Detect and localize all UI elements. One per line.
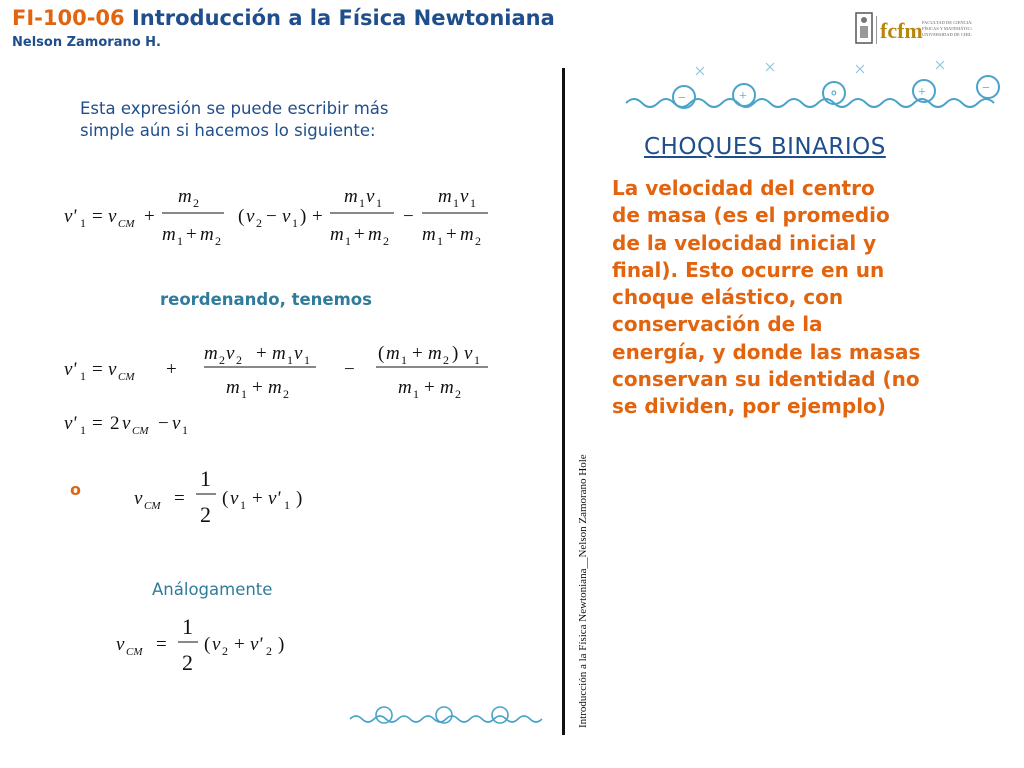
svg-text:v: v (108, 206, 117, 227)
vertical-caption (572, 440, 592, 730)
svg-text:+: + (739, 89, 747, 104)
svg-text:m: m (368, 224, 382, 245)
svg-text:v: v (460, 186, 469, 207)
svg-text:m: m (272, 343, 286, 364)
equation-5 (112, 612, 332, 682)
svg-text:CM: CM (118, 218, 135, 230)
svg-text:1: 1 (182, 423, 188, 437)
svg-text:): ) (452, 343, 459, 364)
svg-text:m: m (440, 377, 454, 398)
svg-text:1: 1 (453, 196, 459, 210)
svg-text:−: − (678, 91, 686, 106)
svg-text:m: m (344, 186, 358, 207)
explanation-line-7: energía, y donde las masas (612, 339, 921, 364)
section-title: CHOQUES BINARIOS (644, 134, 886, 160)
svg-text:−: − (158, 413, 169, 434)
svg-text:=: = (92, 413, 103, 434)
svg-text:2: 2 (283, 387, 289, 401)
explanation-line-2: de masa (es el promedio (612, 203, 890, 228)
equation-2 (60, 335, 510, 409)
svg-text:2: 2 (455, 387, 461, 401)
explanation-line-5: choque elástico, con (612, 285, 844, 310)
svg-text:(: ( (222, 488, 229, 509)
svg-text:m: m (386, 343, 400, 364)
svg-text:+: + (252, 377, 263, 398)
svg-text:m: m (226, 377, 240, 398)
svg-text:1: 1 (292, 216, 298, 230)
svg-text:v: v (366, 186, 375, 207)
svg-text:1: 1 (80, 369, 86, 383)
svg-text:m: m (438, 186, 452, 207)
svg-text:m: m (398, 377, 412, 398)
svg-text:v: v (108, 359, 117, 380)
svg-text:v: v (464, 343, 473, 364)
logo-sub-3: UNIVERSIDAD DE CHILE (922, 32, 972, 37)
svg-text:+: + (252, 488, 263, 509)
svg-text:+: + (186, 224, 197, 245)
logo-text: fcfm (880, 18, 923, 43)
svg-text:2: 2 (475, 234, 481, 248)
svg-text:m: m (330, 224, 344, 245)
svg-text:): ) (296, 488, 303, 509)
svg-text:⚬: ⚬ (828, 87, 840, 102)
svg-text:=: = (92, 359, 103, 380)
svg-text:2: 2 (200, 502, 211, 527)
intro-text (80, 98, 500, 142)
svg-text:m: m (178, 186, 192, 207)
svg-text:m: m (200, 224, 214, 245)
svg-text:CM: CM (132, 425, 149, 437)
svg-text:m: m (268, 377, 282, 398)
svg-text:2: 2 (110, 413, 120, 434)
svg-text:2: 2 (443, 353, 449, 367)
svg-text:v: v (226, 343, 235, 364)
svg-text:1: 1 (437, 234, 443, 248)
svg-text:1: 1 (80, 423, 86, 437)
svg-text:m: m (460, 224, 474, 245)
svg-text:CM: CM (126, 646, 143, 658)
svg-text:v': v' (268, 488, 281, 509)
svg-text:1: 1 (287, 353, 293, 367)
svg-text:v: v (294, 343, 303, 364)
svg-text:(: ( (378, 343, 385, 364)
svg-text:): ) (300, 206, 307, 227)
author-name: Nelson Zamorano H. (12, 35, 161, 50)
equation-3 (60, 405, 260, 445)
svg-text:1: 1 (200, 466, 211, 491)
svg-text:1: 1 (345, 234, 351, 248)
intro-line-2: simple aún si hacemos lo siguiente: (80, 121, 376, 140)
svg-text:=: = (174, 488, 185, 509)
svg-text:−: − (344, 359, 355, 380)
svg-text:1: 1 (401, 353, 407, 367)
explanation-line-9: se dividen, por ejemplo) (612, 394, 886, 419)
svg-text:2: 2 (219, 353, 225, 367)
svg-text:v': v' (64, 206, 77, 227)
svg-text:−: − (982, 81, 990, 96)
svg-text:2: 2 (266, 644, 272, 658)
svg-text:m: m (422, 224, 436, 245)
svg-text:v: v (116, 634, 125, 655)
university-seal-icon (856, 13, 872, 43)
svg-text:v': v' (64, 413, 77, 434)
analogamente-label: Análogamente (152, 580, 273, 599)
fcfm-logo (852, 10, 972, 50)
svg-text:+: + (424, 377, 435, 398)
svg-text:1: 1 (304, 353, 310, 367)
svg-text:1: 1 (470, 196, 476, 210)
svg-text:2: 2 (215, 234, 221, 248)
svg-text:1: 1 (80, 216, 86, 230)
svg-text:1: 1 (474, 353, 480, 367)
svg-text:+: + (412, 343, 423, 364)
explanation-line-4: final). Esto ocurre en un (612, 257, 885, 282)
svg-text:+: + (234, 634, 245, 655)
svg-text:−: − (266, 206, 277, 227)
svg-text:+: + (918, 85, 926, 100)
vertical-divider (562, 68, 565, 735)
svg-text:CM: CM (118, 371, 135, 383)
svg-text:v: v (230, 488, 239, 509)
course-name: Introducción a la Física Newtoniana (124, 6, 555, 30)
svg-text:1: 1 (413, 387, 419, 401)
explanation-line-8: conservan su identidad (no (612, 367, 920, 392)
svg-text:1: 1 (182, 614, 193, 639)
svg-text:+: + (166, 359, 177, 380)
equation-1 (60, 180, 510, 254)
svg-text:2: 2 (383, 234, 389, 248)
svg-text:v: v (172, 413, 181, 434)
vertical-caption-text: Introducción a la Física Newtoniana__Nelson Zamorano Hole (577, 454, 589, 728)
svg-text:v: v (282, 206, 291, 227)
svg-text:+: + (312, 206, 323, 227)
course-title (12, 6, 555, 30)
svg-text:(: ( (238, 206, 245, 227)
svg-text:2: 2 (236, 353, 242, 367)
intro-line-1: Esta expresión se puede escribir más (80, 99, 389, 118)
svg-text:): ) (278, 634, 285, 655)
svg-text:=: = (156, 634, 167, 655)
explanation-text (612, 175, 972, 421)
svg-text:v: v (122, 413, 131, 434)
reordenando-label: reordenando, tenemos (160, 290, 372, 309)
o-label: o (70, 480, 81, 499)
svg-text:1: 1 (177, 234, 183, 248)
equation-4 (130, 462, 350, 532)
svg-text:+: + (446, 224, 457, 245)
svg-text:m: m (428, 343, 442, 364)
svg-text:CM: CM (144, 500, 161, 512)
explanation-line-3: de la velocidad inicial y (612, 230, 877, 255)
svg-text:+: + (354, 224, 365, 245)
course-code: FI-100-06 (12, 6, 125, 30)
svg-text:2: 2 (222, 644, 228, 658)
svg-text:m: m (162, 224, 176, 245)
svg-text:−: − (403, 206, 414, 227)
svg-text:+: + (256, 343, 267, 364)
svg-text:1: 1 (284, 498, 290, 512)
explanation-line-6: conservación de la (612, 312, 823, 337)
svg-text:v: v (134, 488, 143, 509)
bottom-particle-illustration (340, 695, 560, 735)
svg-text:v': v' (64, 359, 77, 380)
svg-text:1: 1 (376, 196, 382, 210)
svg-text:2: 2 (182, 650, 193, 675)
svg-text:1: 1 (240, 498, 246, 512)
svg-text:1: 1 (359, 196, 365, 210)
svg-text:v': v' (250, 634, 263, 655)
logo-sub-2: FÍSICAS Y MATEMÁTICAS (922, 26, 972, 31)
svg-text:2: 2 (256, 216, 262, 230)
svg-text:+: + (144, 206, 155, 227)
svg-text:v: v (246, 206, 255, 227)
svg-text:2: 2 (193, 196, 199, 210)
svg-text:=: = (92, 206, 103, 227)
particle-wave-illustration (606, 55, 1024, 133)
explanation-line-1: La velocidad del centro (612, 176, 875, 200)
svg-text:m: m (204, 343, 218, 364)
logo-sub-1: FACULTAD DE CIENCIAS (922, 20, 972, 25)
svg-text:1: 1 (241, 387, 247, 401)
svg-text:(: ( (204, 634, 211, 655)
svg-text:v: v (212, 634, 221, 655)
